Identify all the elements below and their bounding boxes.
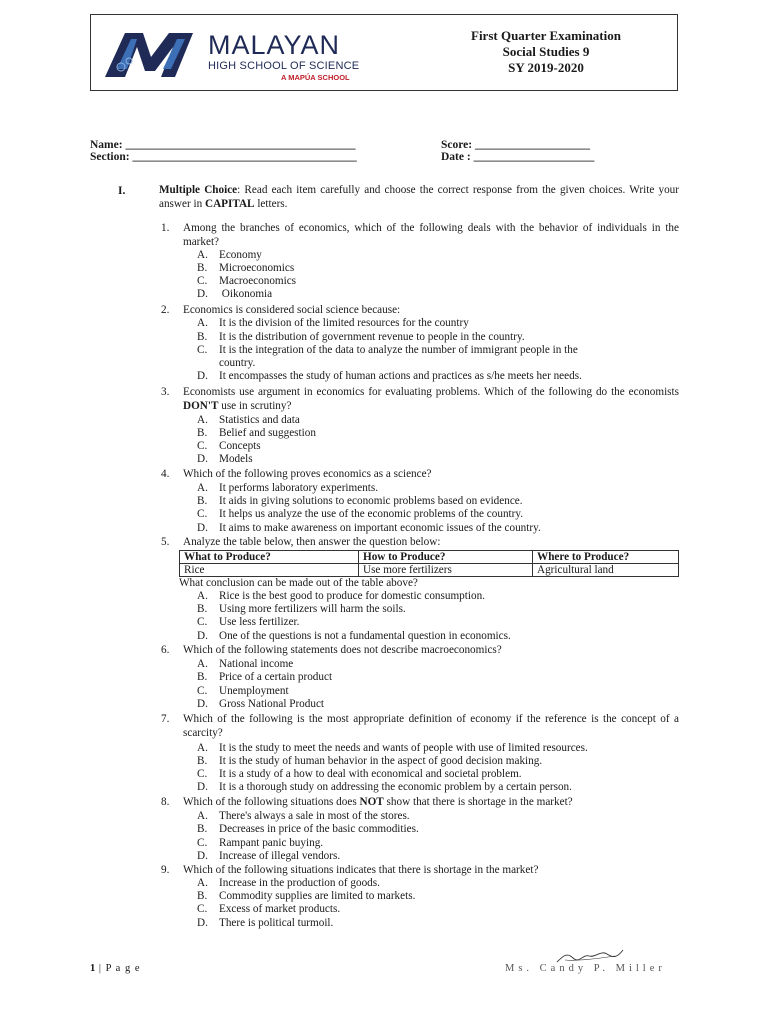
table-header-cell: Where to Produce? <box>533 551 679 564</box>
option: C. It helps us analyze the use of the economic problems of the country. <box>197 508 524 520</box>
option: B. Commodity supplies are limited to markets. <box>197 890 416 902</box>
school-subtitle: HIGH SCHOOL OF SCIENCE <box>208 60 360 72</box>
option: A. National income <box>197 658 294 670</box>
option: B. Price of a certain product <box>197 671 333 683</box>
exam-school-year: SY 2019-2020 <box>508 60 584 75</box>
table-cell: Use more fertilizers <box>359 564 533 577</box>
option: B. Microeconomics <box>197 262 295 274</box>
question-number: 3. <box>161 386 170 398</box>
name-field: Name: ________________________________________ <box>90 139 356 151</box>
option: C. Unemployment <box>197 685 289 697</box>
option: D. Gross National Product <box>197 698 325 710</box>
table-header-cell: How to Produce? <box>359 551 533 564</box>
page-number: 1 <box>90 963 96 974</box>
question-number: 2. <box>161 304 170 316</box>
question-text: Which of the following situations indicates that there is shortage in the market? <box>183 864 539 876</box>
exam-subject: Social Studies 9 <box>502 44 590 59</box>
question-text: Economics is considered social science because: <box>183 304 401 316</box>
option: B. Decreases in price of the basic commodities. <box>197 823 419 835</box>
option: A. Rice is the best good to produce for domestic consumption. <box>197 590 485 602</box>
option: C. It is the integration of the data to analyze the number of immigrant people in the <box>197 344 578 356</box>
option: C. Excess of market products. <box>197 903 341 915</box>
table-row <box>180 564 679 577</box>
option: C. Rampant panic buying. <box>197 837 324 849</box>
option: D. Oikonomia <box>197 288 273 300</box>
instructions-text: : Read each item carefully and choose the correct response from the given choices. Write your answer in <box>159 184 679 210</box>
option: A. It is the division of the limited resources for the country <box>197 317 469 329</box>
question-text: Among the branches of economics, which of the following deals with the behavior of individuals in the market? <box>183 222 679 248</box>
table-cell: Agricultural land <box>533 564 679 577</box>
score-field: Score: ____________________ <box>441 139 590 151</box>
table-header-row <box>180 551 679 564</box>
section-field: Section: _______________________________________ <box>90 151 357 163</box>
table-header-cell: What to Produce? <box>180 551 359 564</box>
option: A. There's always a sale in most of the stores. <box>197 810 410 822</box>
part-title: Multiple Choice <box>159 184 238 196</box>
date-field: Date : _____________________ <box>441 151 595 163</box>
school-logo <box>91 15 413 90</box>
question-number: 5. <box>161 536 170 548</box>
option: B. It aids in giving solutions to economic problems based on evidence. <box>197 495 523 507</box>
table-cell: Rice <box>180 564 359 577</box>
question-number: 7. <box>161 713 170 725</box>
option: A. Increase in the production of goods. <box>197 877 380 889</box>
option: B. Belief and suggestion <box>197 427 316 439</box>
option: D. There is political turmoil. <box>197 917 334 929</box>
instructions-text-end: letters. <box>254 198 288 210</box>
exam-title-block <box>413 28 679 76</box>
option: D. It encompasses the study of human actions and practices as s/he meets her needs. <box>197 370 582 382</box>
option: A. It performs laboratory experiments. <box>197 482 379 494</box>
question-text: Which of the following is the most appropriate definition of economy if the reference is the concept of a scarcity? <box>183 713 679 739</box>
option: A. Economy <box>197 249 262 261</box>
part-instructions <box>159 183 679 211</box>
option: D. One of the questions is not a fundamental question in economics. <box>197 630 511 642</box>
question-number: 9. <box>161 864 170 876</box>
option: C. Macroeconomics <box>197 275 297 287</box>
question-text: Which of the following proves economics as a science? <box>183 468 432 480</box>
option: D. It is a thorough study on addressing the economic problem by a certain person. <box>197 781 572 793</box>
instructions-emphasis: CAPITAL <box>204 198 255 210</box>
school-name: MALAYAN <box>208 30 341 60</box>
school-emblem-icon <box>103 27 203 79</box>
question-number: 6. <box>161 644 170 656</box>
question-number: 4. <box>161 468 170 480</box>
question-followup: What conclusion can be made out of the table above? <box>179 577 418 589</box>
option: A. Statistics and data <box>197 414 300 426</box>
teacher-name: Ms. Candy P. Miller <box>505 963 666 974</box>
option: A. It is the study to meet the needs and wants of people with use of limited resources. <box>197 742 588 754</box>
option: D. Increase of illegal vendors. <box>197 850 341 862</box>
option: B. It is the distribution of government revenue to people in the country. <box>197 331 525 343</box>
option: C. Use less fertilizer. <box>197 616 300 628</box>
option: D. It aims to make awareness on important economic issues of the country. <box>197 522 541 534</box>
question-number: 1. <box>161 222 170 234</box>
question-text: Economists use argument in economics for evaluating problems. Which of the following do the economists DON'T use in scrutiny? <box>183 386 679 412</box>
question-text: Which of the following situations does NOT show that there is shortage in the market? <box>183 796 573 808</box>
option: C. Concepts <box>197 440 261 452</box>
page-label: | P a g e <box>95 963 141 974</box>
part-numeral: I. <box>118 185 126 197</box>
page-footer-number <box>90 963 141 974</box>
question-text: Which of the following statements does not describe macroeconomics? <box>183 644 502 656</box>
option: C. It is a study of a how to deal with economical and societal problem. <box>197 768 522 780</box>
school-tagline: A MAPÚA SCHOOL <box>281 73 350 82</box>
exam-title: First Quarter Examination <box>471 28 621 43</box>
option: B. It is the study of human behavior in the aspect of good decision making. <box>197 755 543 767</box>
question-number: 8. <box>161 796 170 808</box>
question-text: Analyze the table below, then answer the question below: <box>183 536 441 548</box>
production-table <box>179 550 679 577</box>
option: country. <box>219 357 256 369</box>
exam-header <box>90 14 678 91</box>
option: D. Models <box>197 453 253 465</box>
option: B. Using more fertilizers will harm the soils. <box>197 603 406 615</box>
